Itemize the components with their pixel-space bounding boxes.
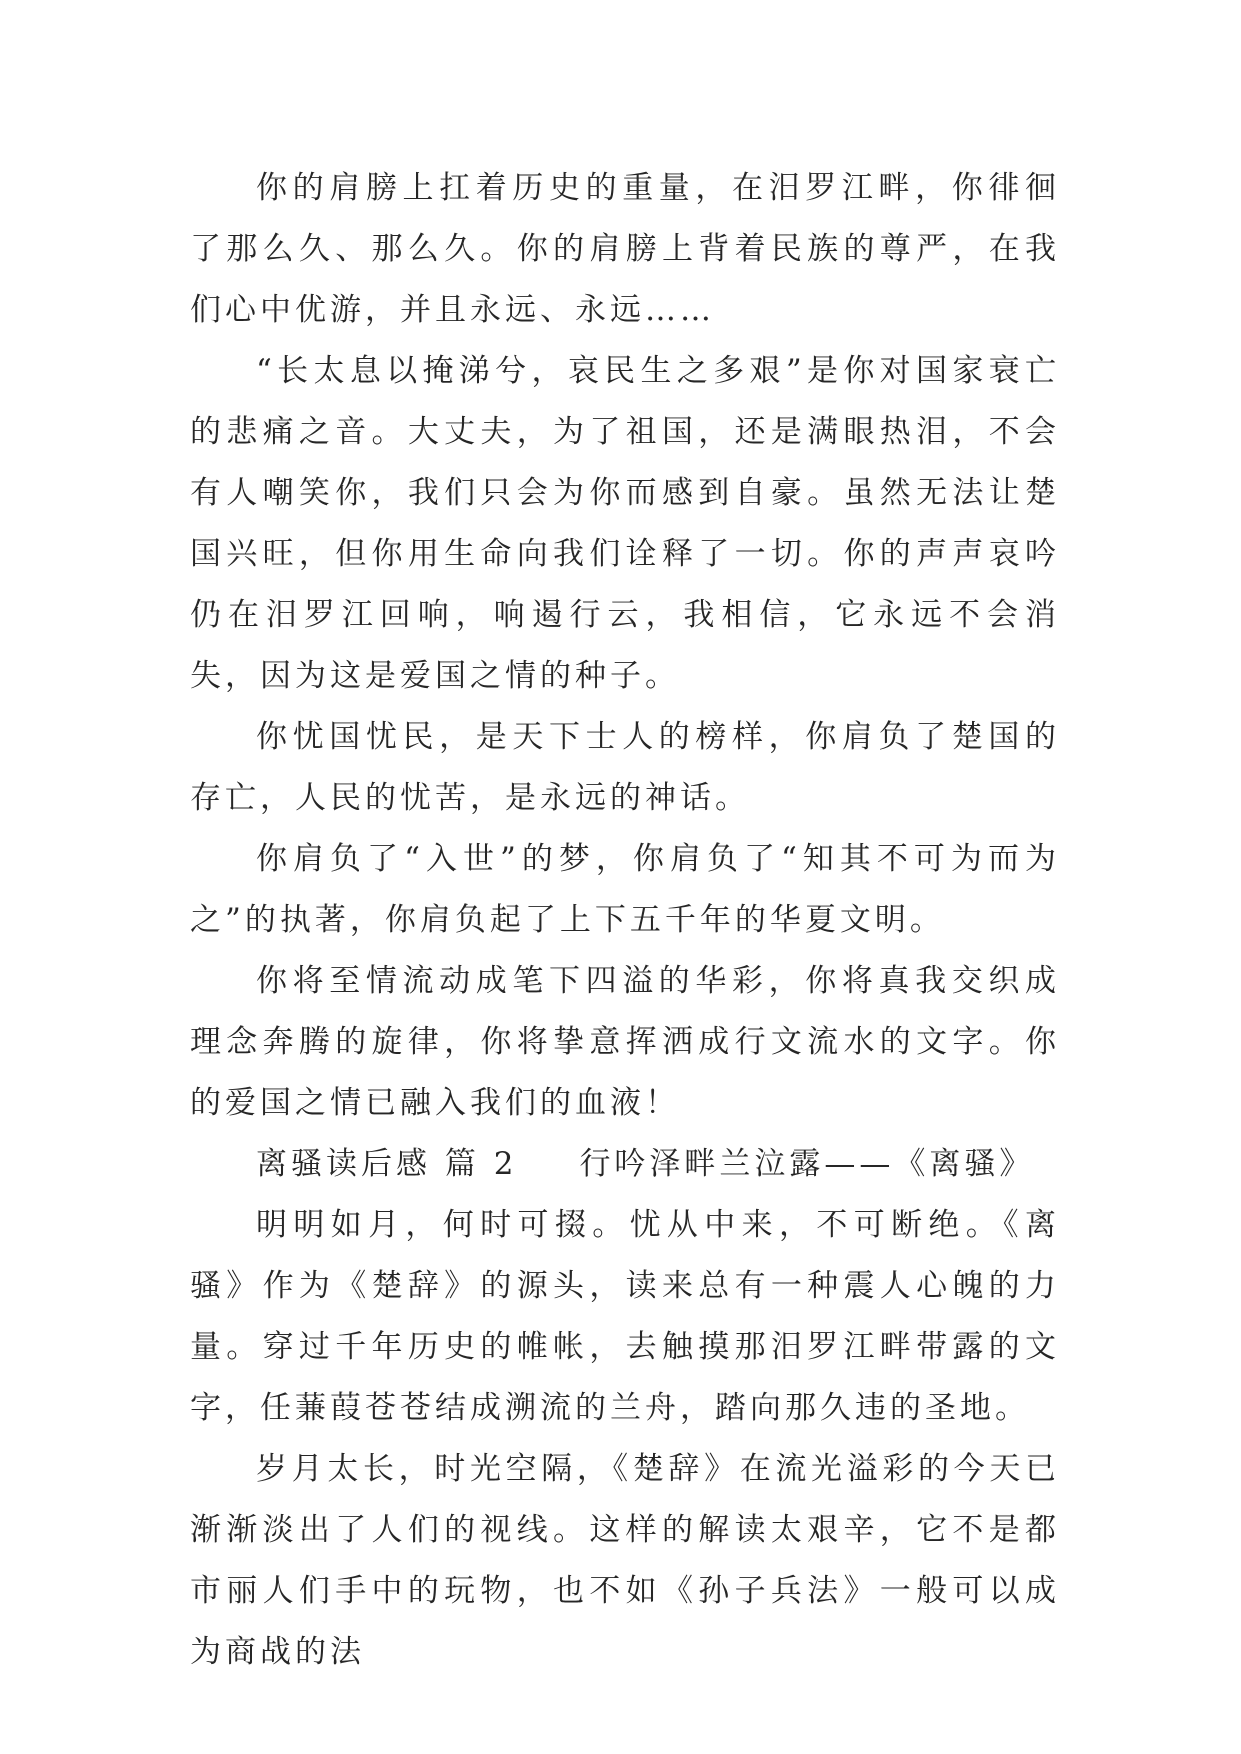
paragraph: 你忧国忧民，是天下士人的榜样，你肩负了楚国的存亡，人民的忧苦，是永远的神话。	[190, 719, 1060, 816]
paragraph: 你肩负了“入世”的梦，你肩负了“知其不可为而为之”的执著，你肩负起了上下五千年的华夏文明。	[190, 841, 1060, 938]
paragraph: 你将至情流动成笔下四溢的华彩，你将真我交织成理念奔腾的旋律，你将挚意挥洒成行文流水的文字。你的爱国之情已融入我们的血液！	[190, 963, 1060, 1121]
document-body	[190, 158, 1060, 1683]
paragraph: 明明如月，何时可掇。忧从中来，不可断绝。《离骚》作为《楚辞》的源头，读来总有一种震人心魄的力量。穿过千年历史的帷帐，去触摸那汨罗江畔带露的文字，任蒹葭苍苍结成溯流的兰舟，踏向那久违的圣地。	[190, 1207, 1060, 1426]
section-heading-subtitle: 行吟泽畔兰泣露——《离骚》	[579, 1146, 1035, 1182]
section-heading	[190, 1134, 1060, 1195]
section-heading-label: 离骚读后感 篇 2	[256, 1146, 518, 1182]
paragraph: “长太息以掩涕兮，哀民生之多艰”是你对国家衰亡的悲痛之音。大丈夫，为了祖国，还是满眼热泪，不会有人嘲笑你，我们只会为你而感到自豪。虽然无法让楚国兴旺，但你用生命向我们诠释了一切。你的声声哀吟仍在汨罗江回响，响遏行云，我相信，它永远不会消失，因为这是爱国之情的种子。	[190, 353, 1060, 694]
paragraph: 岁月太长，时光空隔，《楚辞》在流光溢彩的今天已渐渐淡出了人们的视线。这样的解读太艰辛，它不是都市丽人们手中的玩物，也不如《孙子兵法》一般可以成为商战的法	[190, 1451, 1060, 1670]
paragraph: 你的肩膀上扛着历史的重量，在汨罗江畔，你徘徊了那么久、那么久。你的肩膀上背着民族的尊严，在我们心中优游，并且永远、永远……	[190, 170, 1060, 328]
